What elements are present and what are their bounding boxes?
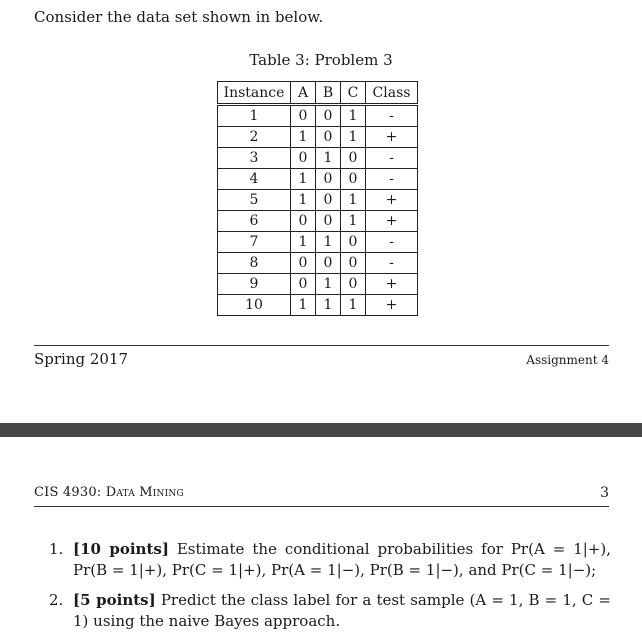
cell-c: 0 bbox=[341, 274, 366, 295]
cell-class: - bbox=[366, 105, 418, 127]
cell-instance: 10 bbox=[218, 295, 291, 316]
table-header-row bbox=[218, 82, 418, 105]
cell-b: 0 bbox=[316, 105, 341, 127]
semester-label: Spring 2017 bbox=[34, 350, 129, 368]
table-row bbox=[218, 295, 418, 316]
table-row bbox=[218, 211, 418, 232]
cell-b: 0 bbox=[316, 190, 341, 211]
cell-instance: 9 bbox=[218, 274, 291, 295]
question-1 bbox=[49, 539, 611, 581]
data-table bbox=[217, 81, 418, 316]
cell-b: 1 bbox=[316, 148, 341, 169]
cell-c: 1 bbox=[341, 211, 366, 232]
cell-class: + bbox=[366, 274, 418, 295]
cell-c: 1 bbox=[341, 105, 366, 127]
footer-rule bbox=[34, 345, 609, 346]
table-row bbox=[218, 148, 418, 169]
table-row bbox=[218, 253, 418, 274]
cell-instance: 5 bbox=[218, 190, 291, 211]
cell-a: 1 bbox=[291, 190, 316, 211]
header-rule bbox=[34, 506, 609, 507]
cell-c: 1 bbox=[341, 295, 366, 316]
question-2 bbox=[49, 590, 611, 632]
cell-b: 1 bbox=[316, 295, 341, 316]
cell-a: 0 bbox=[291, 253, 316, 274]
cell-c: 0 bbox=[341, 232, 366, 253]
cell-instance: 1 bbox=[218, 105, 291, 127]
cell-class: + bbox=[366, 190, 418, 211]
cell-class: - bbox=[366, 169, 418, 190]
cell-class: - bbox=[366, 148, 418, 169]
cell-class: - bbox=[366, 232, 418, 253]
cell-class: + bbox=[366, 127, 418, 148]
cell-b: 1 bbox=[316, 274, 341, 295]
cell-a: 1 bbox=[291, 169, 316, 190]
header-instance: Instance bbox=[218, 82, 291, 105]
intro-text: Consider the data set shown in below. bbox=[34, 8, 324, 26]
question-points: [10 points] bbox=[73, 540, 169, 558]
cell-instance: 2 bbox=[218, 127, 291, 148]
page-break-bar bbox=[0, 423, 642, 437]
table-row bbox=[218, 105, 418, 127]
question-number: 2. bbox=[49, 591, 64, 609]
cell-instance: 6 bbox=[218, 211, 291, 232]
cell-class: + bbox=[366, 295, 418, 316]
cell-b: 0 bbox=[316, 253, 341, 274]
table-row bbox=[218, 127, 418, 148]
page-number: 3 bbox=[600, 485, 609, 501]
table-row bbox=[218, 274, 418, 295]
cell-instance: 4 bbox=[218, 169, 291, 190]
cell-a: 0 bbox=[291, 211, 316, 232]
cell-a: 0 bbox=[291, 148, 316, 169]
cell-instance: 8 bbox=[218, 253, 291, 274]
assignment-label: Assignment 4 bbox=[526, 353, 609, 367]
cell-instance: 3 bbox=[218, 148, 291, 169]
cell-c: 0 bbox=[341, 169, 366, 190]
cell-a: 1 bbox=[291, 127, 316, 148]
cell-c: 0 bbox=[341, 148, 366, 169]
cell-a: 0 bbox=[291, 105, 316, 127]
cell-b: 0 bbox=[316, 127, 341, 148]
cell-a: 1 bbox=[291, 232, 316, 253]
cell-a: 0 bbox=[291, 274, 316, 295]
question-points: [5 points] bbox=[73, 591, 156, 609]
cell-b: 0 bbox=[316, 169, 341, 190]
table-caption: Table 3: Problem 3 bbox=[249, 51, 393, 69]
header-class: Class bbox=[366, 82, 418, 105]
table-row bbox=[218, 190, 418, 211]
header-a: A bbox=[291, 82, 316, 105]
table-row bbox=[218, 169, 418, 190]
question-text: Estimate the conditional probabilities for Pr(A = 1|+), Pr(B = 1|+), Pr(C = 1|+), Pr(A = 1|−), Pr(B = 1|−), and Pr(C = 1|−); bbox=[73, 540, 611, 579]
cell-class: + bbox=[366, 211, 418, 232]
cell-c: 1 bbox=[341, 190, 366, 211]
course-header: CIS 4930: Data Mining bbox=[34, 485, 184, 500]
cell-a: 1 bbox=[291, 295, 316, 316]
question-text: Predict the class label for a test sample (A = 1, B = 1, C = 1) using the naive Bayes approach. bbox=[73, 591, 611, 630]
question-number: 1. bbox=[49, 540, 64, 558]
cell-class: - bbox=[366, 253, 418, 274]
cell-c: 1 bbox=[341, 127, 366, 148]
cell-b: 1 bbox=[316, 232, 341, 253]
table-row bbox=[218, 232, 418, 253]
header-c: C bbox=[341, 82, 366, 105]
header-b: B bbox=[316, 82, 341, 105]
cell-c: 0 bbox=[341, 253, 366, 274]
cell-b: 0 bbox=[316, 211, 341, 232]
cell-instance: 7 bbox=[218, 232, 291, 253]
